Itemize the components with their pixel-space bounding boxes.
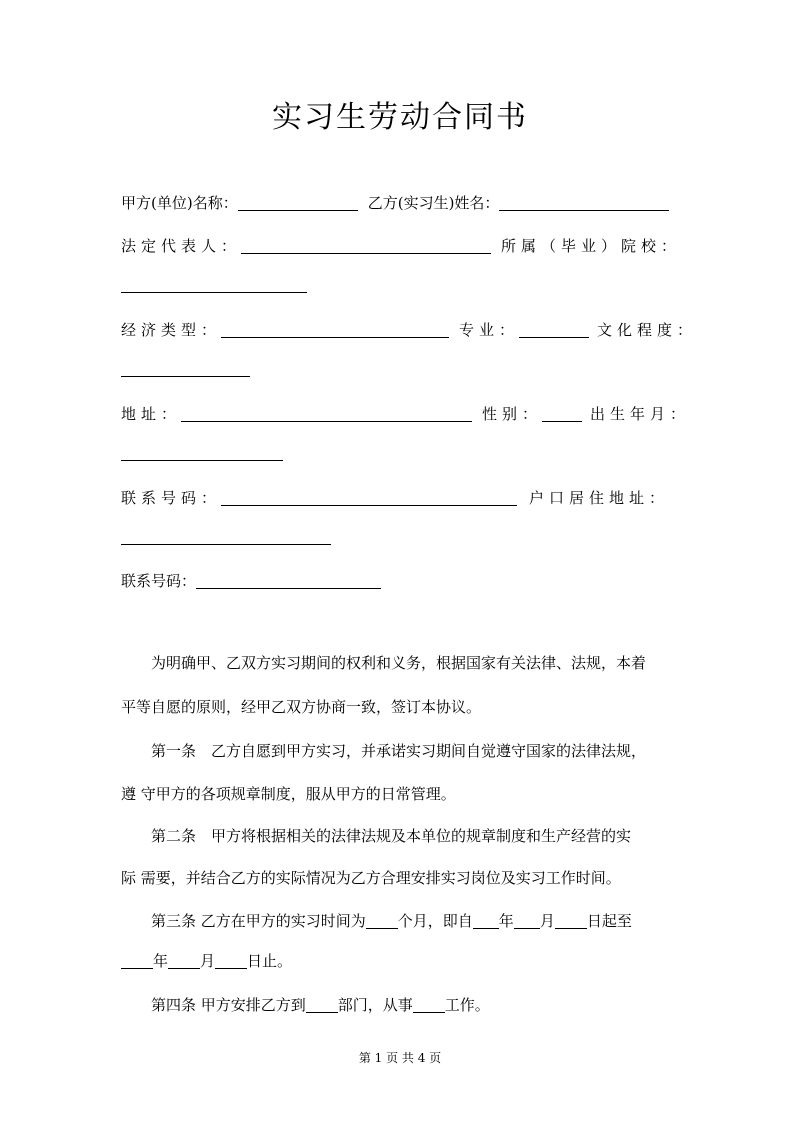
economy-type-blank[interactable] xyxy=(221,321,449,338)
end-year-blank[interactable] xyxy=(121,952,153,969)
article-4-text-c: 工作。 xyxy=(444,996,490,1014)
party-b-name-blank[interactable] xyxy=(499,194,669,211)
article-3-text-d: 月 xyxy=(539,912,555,930)
article-4-text-b: 部门，从事 xyxy=(337,996,413,1014)
phone-row xyxy=(121,487,669,509)
major-label: 专业： xyxy=(459,321,520,339)
phone-a-label: 联系号码： xyxy=(121,489,222,507)
start-year-blank[interactable] xyxy=(473,912,499,929)
article-3-text-a: 第三条 乙方在甲方的实习时间为 xyxy=(151,912,366,930)
major-blank[interactable] xyxy=(519,321,589,338)
phone-a-blank[interactable] xyxy=(221,489,517,506)
legal-rep-blank[interactable] xyxy=(241,237,491,254)
article-2-line-2: 际 需要，并结合乙方的实际情况为乙方合理安排实习岗位及实习工作时间。 xyxy=(121,869,621,887)
phone-b-blank[interactable] xyxy=(196,572,381,589)
article-3-text-h: 日止。 xyxy=(247,952,293,970)
article-2-line-1: 第二条 甲方将根据相关的法律法规及本单位的规章制度和生产经营的实 xyxy=(151,827,632,845)
gender-label: 性别： xyxy=(482,405,543,423)
education-label: 文化程度： xyxy=(597,321,698,339)
party-b-name-label: 乙方(实习生)姓名： xyxy=(367,194,500,212)
end-day-blank[interactable] xyxy=(215,952,247,969)
document-title: 实习生劳动合同书 xyxy=(272,100,528,135)
party-a-name-blank[interactable] xyxy=(238,194,358,211)
school-label: 所属（毕业）院校： xyxy=(501,237,682,255)
address-label: 地址： xyxy=(121,405,182,423)
intro-line-1: 为明确甲、乙双方实习期间的权利和义务，根据国家有关法律、法规，本着 xyxy=(151,654,647,672)
article-3-line-2 xyxy=(121,950,292,972)
end-month-blank[interactable] xyxy=(168,952,200,969)
article-4-line xyxy=(121,994,490,1016)
work-blank[interactable] xyxy=(413,996,445,1013)
legal-rep-label: 法定代表人： xyxy=(121,237,242,255)
page-footer: 第 1 页 共 4 页 xyxy=(358,1051,442,1065)
economy-row xyxy=(121,319,697,341)
article-3-text-e: 日起至 xyxy=(586,912,632,930)
birth-blank[interactable] xyxy=(121,460,283,461)
school-blank[interactable] xyxy=(121,292,307,293)
gender-blank[interactable] xyxy=(542,405,582,422)
address-blank[interactable] xyxy=(181,405,472,422)
article-3-text-g: 月 xyxy=(200,952,216,970)
economy-type-label: 经济类型： xyxy=(121,321,222,339)
article-4-text-a: 第四条 甲方安排乙方到 xyxy=(151,996,306,1014)
legal-rep-row xyxy=(121,235,681,257)
household-address-blank[interactable] xyxy=(121,544,331,545)
household-address-label: 户口居住地址： xyxy=(529,489,670,507)
birth-label: 出生年月： xyxy=(590,405,691,423)
address-row xyxy=(121,403,690,425)
phone-b-row xyxy=(121,570,381,592)
start-day-blank[interactable] xyxy=(555,912,587,929)
article-1-line-2: 遵 守甲方的各项规章制度，服从甲方的日常管理。 xyxy=(121,785,456,803)
start-month-blank[interactable] xyxy=(514,912,540,929)
intro-line-2: 平等自愿的原则，经甲乙双方协商一致，签订本协议。 xyxy=(121,698,482,716)
article-3-line-1 xyxy=(121,910,632,932)
party-row xyxy=(121,192,669,214)
party-a-name-label: 甲方(单位)名称： xyxy=(121,194,238,212)
education-blank[interactable] xyxy=(121,376,250,377)
article-3-text-f: 年 xyxy=(153,952,169,970)
phone-b-label: 联系号码： xyxy=(121,572,197,590)
article-1-line-1: 第一条 乙方自愿到甲方实习，并承诺实习期间自觉遵守国家的法律法规， xyxy=(151,742,647,760)
article-3-text-c: 年 xyxy=(498,912,514,930)
department-blank[interactable] xyxy=(306,996,338,1013)
article-3-text-b: 个月，即自 xyxy=(397,912,473,930)
months-blank[interactable] xyxy=(366,912,398,929)
